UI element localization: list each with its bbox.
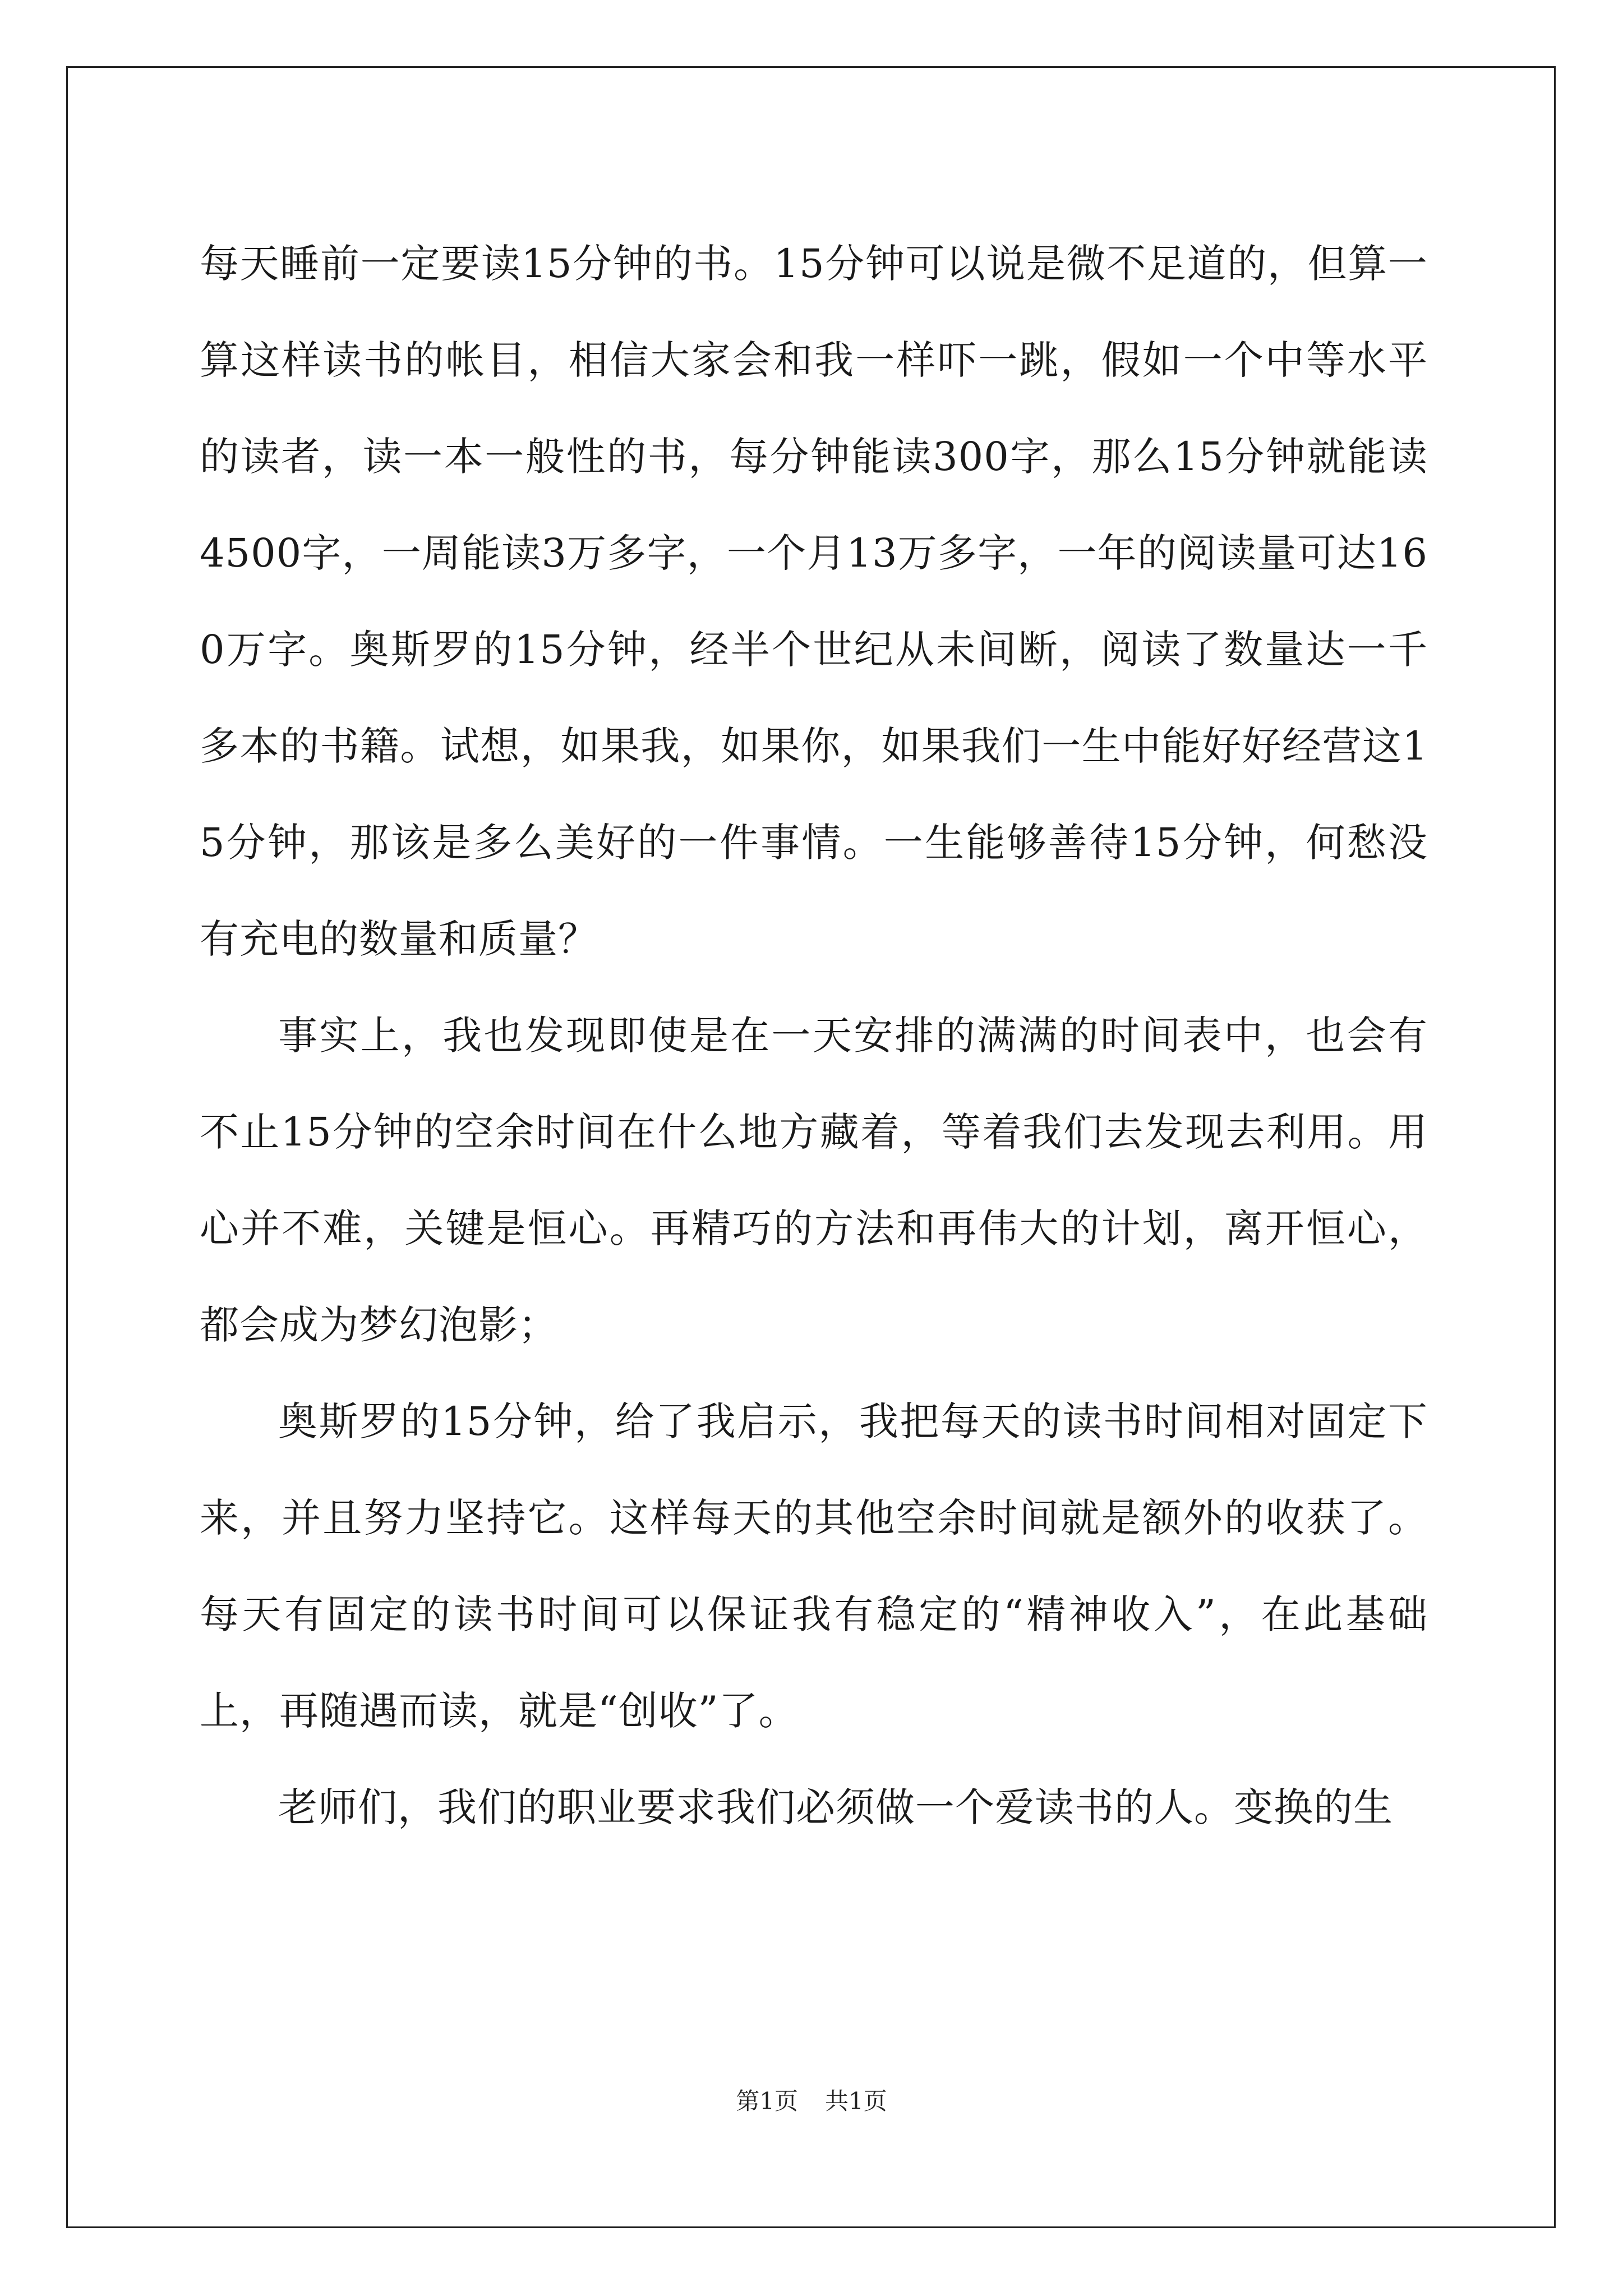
paragraph-4: 老师们，我们的职业要求我们必须做一个爱读书的人。变换的生 <box>278 1784 1393 1830</box>
paragraph-1: 每天睡前一定要读15分钟的书。15分钟可以说是微不足道的，但算一算这样读书的帐目，相信大家会和我一样吓一跳，假如一个中等水平的读者，读一本一般性的书，每分钟能读300字，那么15分钟就能读4500字，一周能读3万多字，一个月13万多字，一年的阅读量可达160万字。奥斯罗的15分钟，经半个世纪从未间断，阅读了数量达一千多本的书籍。试想，如果我，如果你，如果我们一生中能好好经营这15分钟，那该是多么美好的一件事情。一生能够善待15分钟，何愁没有充电的数量和质量？ <box>200 241 1428 962</box>
page-total: 共1页 <box>825 2087 887 2115</box>
document-body <box>200 215 1428 1856</box>
paragraph-3: 奥斯罗的15分钟，给了我启示，我把每天的读书时间相对固定下来，并且努力坚持它。这样每天的其他空余时间就是额外的收获了。每天有固定的读书时间可以保证我有稳定的“精神收入”，在此基础上，再随遇而读，就是“创收”了。 <box>200 1398 1428 1734</box>
page-footer <box>0 2086 1623 2117</box>
page-number: 第1页 <box>736 2087 798 2115</box>
paragraph-2: 事实上，我也发现即使是在一天安排的满满的时间表中，也会有不止15分钟的空余时间在什么地方藏着，等着我们去发现去利用。用心并不难，关键是恒心。再精巧的方法和再伟大的计划，离开恒心，都会成为梦幻泡影； <box>200 1013 1428 1348</box>
